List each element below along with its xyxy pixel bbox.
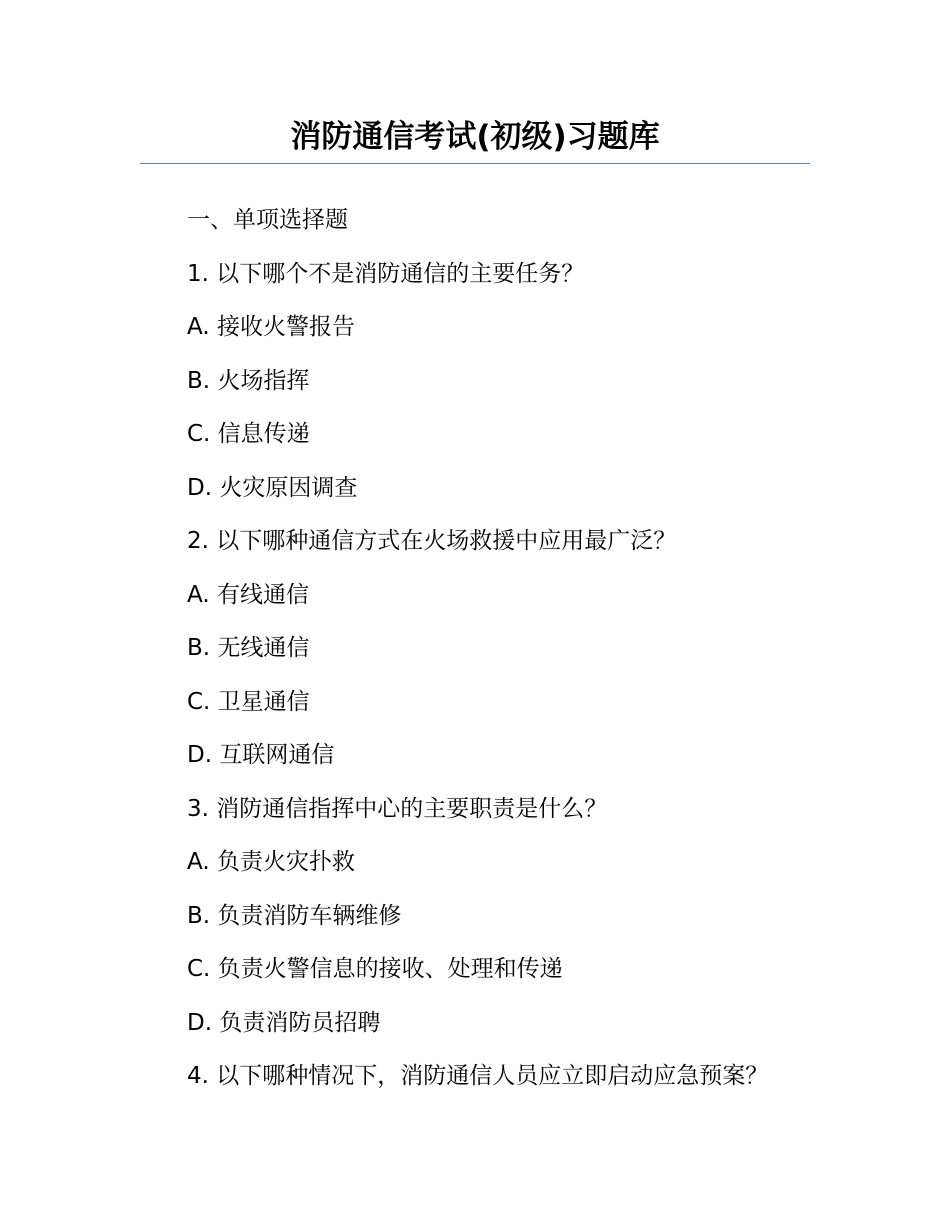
question-1-option-d: D. 火灾原因调查 <box>187 474 358 501</box>
question-2-option-c: C. 卫星通信 <box>187 688 310 715</box>
document-title: 消防通信考试(初级)习题库 <box>290 119 660 155</box>
question-2: 2. 以下哪种通信方式在火场救援中应用最广泛？ <box>187 528 677 554</box>
question-2-option-a: A. 有线通信 <box>187 581 309 608</box>
question-1-option-c: C. 信息传递 <box>187 421 310 447</box>
section-heading: 一、单项选择题 <box>187 207 348 233</box>
question-3-option-a: A. 负责火灾扑救 <box>187 849 355 875</box>
question-2-option-d: D. 互联网通信 <box>187 742 335 768</box>
question-3-option-d: D. 负责消防员招聘 <box>187 1009 381 1036</box>
question-2-option-b: B. 无线通信 <box>187 635 310 661</box>
question-1-option-a: A. 接收火警报告 <box>187 314 355 340</box>
question-1-option-b: B. 火场指挥 <box>187 367 310 394</box>
question-1: 1. 以下哪个不是消防通信的主要任务？ <box>187 260 585 287</box>
question-4: 4. 以下哪种情况下，消防通信人员应立即启动应急预案？ <box>187 1063 769 1089</box>
question-3: 3. 消防通信指挥中心的主要职责是什么？ <box>187 795 608 822</box>
question-3-option-c: C. 负责火警信息的接收、处理和传递 <box>187 956 563 982</box>
question-3-option-b: B. 负责消防车辆维修 <box>187 902 402 929</box>
document-body <box>187 194 827 1104</box>
title-underline <box>140 163 810 164</box>
